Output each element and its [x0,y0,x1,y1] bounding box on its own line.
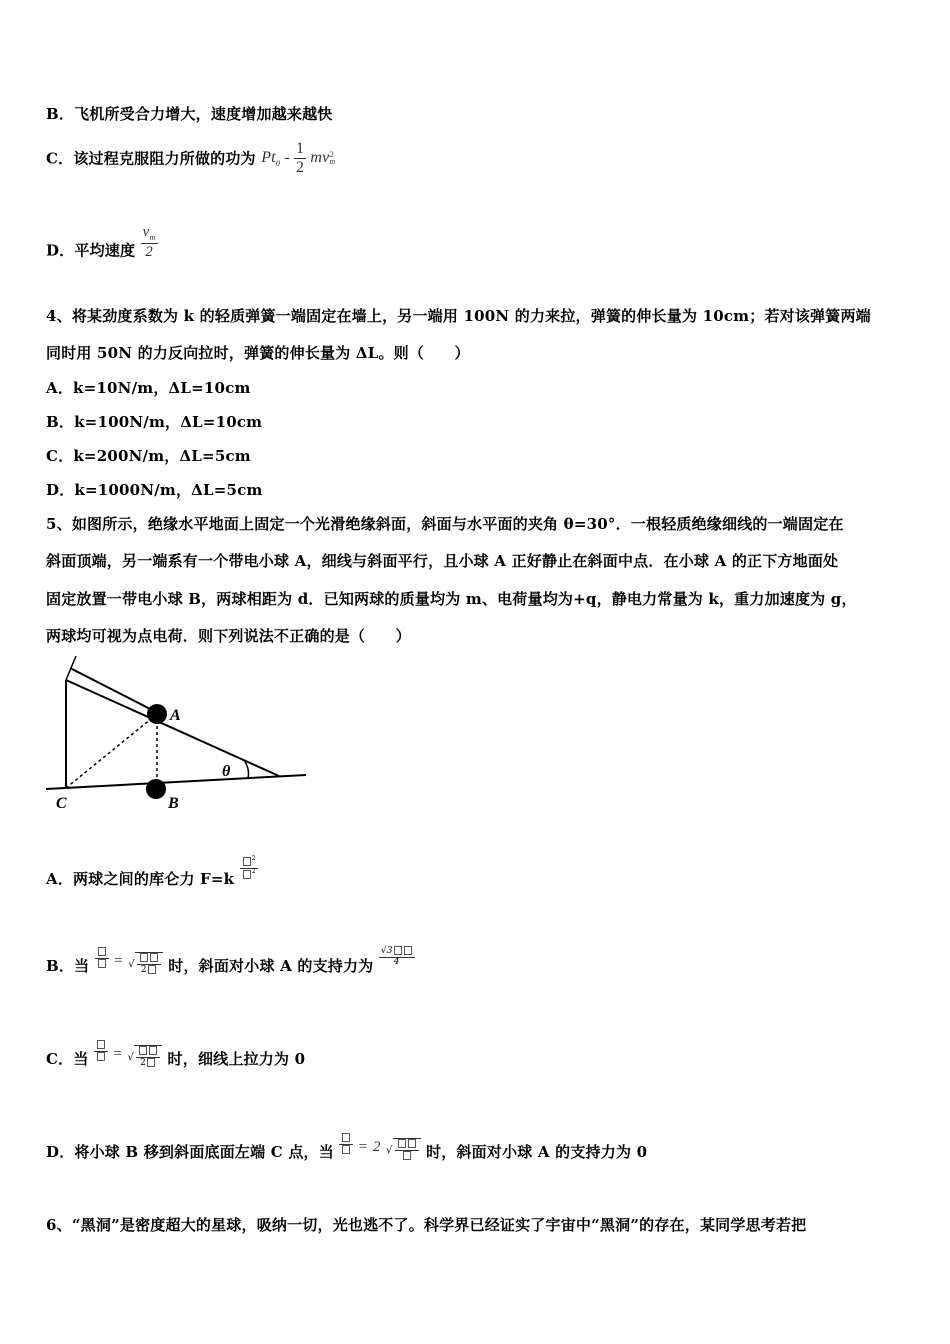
wall-top-mark [66,656,76,680]
q3-option-d-text: D．平均速度 [46,241,136,260]
q5-option-b-mid: 时，斜面对小球 A 的支持力为 [168,956,374,975]
label-b: B [168,795,179,812]
q5-option-c: C．当 = √ 2 时，细线上拉力为 0 [46,1045,305,1069]
label-a: A [170,707,181,724]
q6-stem-line-1: 6、“黑洞”是密度超大的星球，吸纳一切，光也逃不了。科学界已经证实了宇宙中“黑洞”的存在，某同学思考若把 [46,1216,807,1234]
q4-stem-line-1: 4、将某劲度系数为 k 的轻质弹簧一端固定在墙上，另一端用 100N 的力来拉，弹簧的伸长量为 10cm；若对该弹簧两端 [46,307,871,325]
q5-option-b-sqrt: √ 2 [128,952,163,976]
label-c: C [56,795,67,812]
q5-option-c-mid: 时，细线上拉力为 0 [167,1049,306,1068]
q3-option-b: B．飞机所受合力增大，速度增加越来越快 [46,105,333,123]
ball-a [147,704,167,724]
q3-option-c [46,140,335,176]
q5-option-a-formula: $\frac{^2}{^2}$ [240,856,258,881]
incline-figure [44,652,309,817]
q5-option-b-value: $\frac{√3}{4}$ [379,946,415,968]
q5-option-d: D．将小球 B 移到斜面底面左端 C 点，当 = 2 √ 时，斜面对小球 A 的支持力为 0 [46,1138,647,1162]
incline-surface [66,680,279,776]
q5-option-d-mid: 时，斜面对小球 A 的支持力为 0 [426,1142,648,1161]
string-line [70,668,156,712]
q5-option-d-prefix: D．将小球 B 移到斜面底面左端 C 点，当 [46,1142,334,1161]
q5-option-a-text: A．两球之间的库仑力 F=k [46,869,235,888]
q4-option-b: B．k=100N/m，ΔL=10cm [46,413,263,431]
q5-option-b: B．当 = √ 2 时，斜面对小球 A 的支持力为 $\frac{√3}{4}$ [46,952,415,976]
ground-line [46,775,306,789]
q5-option-b-prefix: B．当 [46,956,90,975]
q5-option-a [46,855,258,889]
q3-option-d-formula: $\frac{v_m}{2}$ [142,224,156,260]
q5-option-c-prefix: C．当 [46,1049,89,1068]
label-theta: θ [222,763,231,780]
q5-option-d-sqrt: √ [386,1138,421,1162]
q5-stem-line-1: 5、如图所示，绝缘水平地面上固定一个光滑绝缘斜面，斜面与水平面的夹角 θ=30°．一根轻质绝缘细线的一端固定在 [46,515,844,533]
q5-option-c-ratio [94,1040,108,1063]
dashed-a-to-c [66,714,157,788]
q4-stem-line-2: 同时用 50N 的力反向拉时，弹簧的伸长量为 ΔL。则（ ） [46,344,470,362]
q5-option-b-ratio [95,947,109,970]
q4-option-c: C．k=200N/m，ΔL=5cm [46,447,251,465]
q5-stem-line-4: 两球均可视为点电荷．则下列说法不正确的是（ ） [46,627,411,645]
q5-stem-line-3: 固定放置一带电小球 B，两球相距为 d．已知两球的质量均为 m、电荷量均为+q，静电力常量为 k，重力加速度为 g， [46,590,857,608]
q4-option-d: D．k=1000N/m，ΔL=5cm [46,481,263,499]
q3-option-c-formula: $Pt_0$ - $\frac{1}{2}$ mv 2 m [261,140,336,176]
q5-option-d-ratio [339,1133,353,1156]
ball-b [146,779,166,799]
q3-option-c-text: C．该过程克服阻力所做的功为 [46,149,256,168]
q4-option-a: A．k=10N/m，ΔL=10cm [46,379,251,397]
q5-option-c-sqrt: √ 2 [128,1045,163,1069]
q5-stem-line-2: 斜面顶端，另一端系有一个带电小球 A，细线与斜面平行，且小球 A 正好静止在斜面中点．在小球 A 的正下方地面处 [46,552,839,570]
q3-option-d [46,224,158,260]
